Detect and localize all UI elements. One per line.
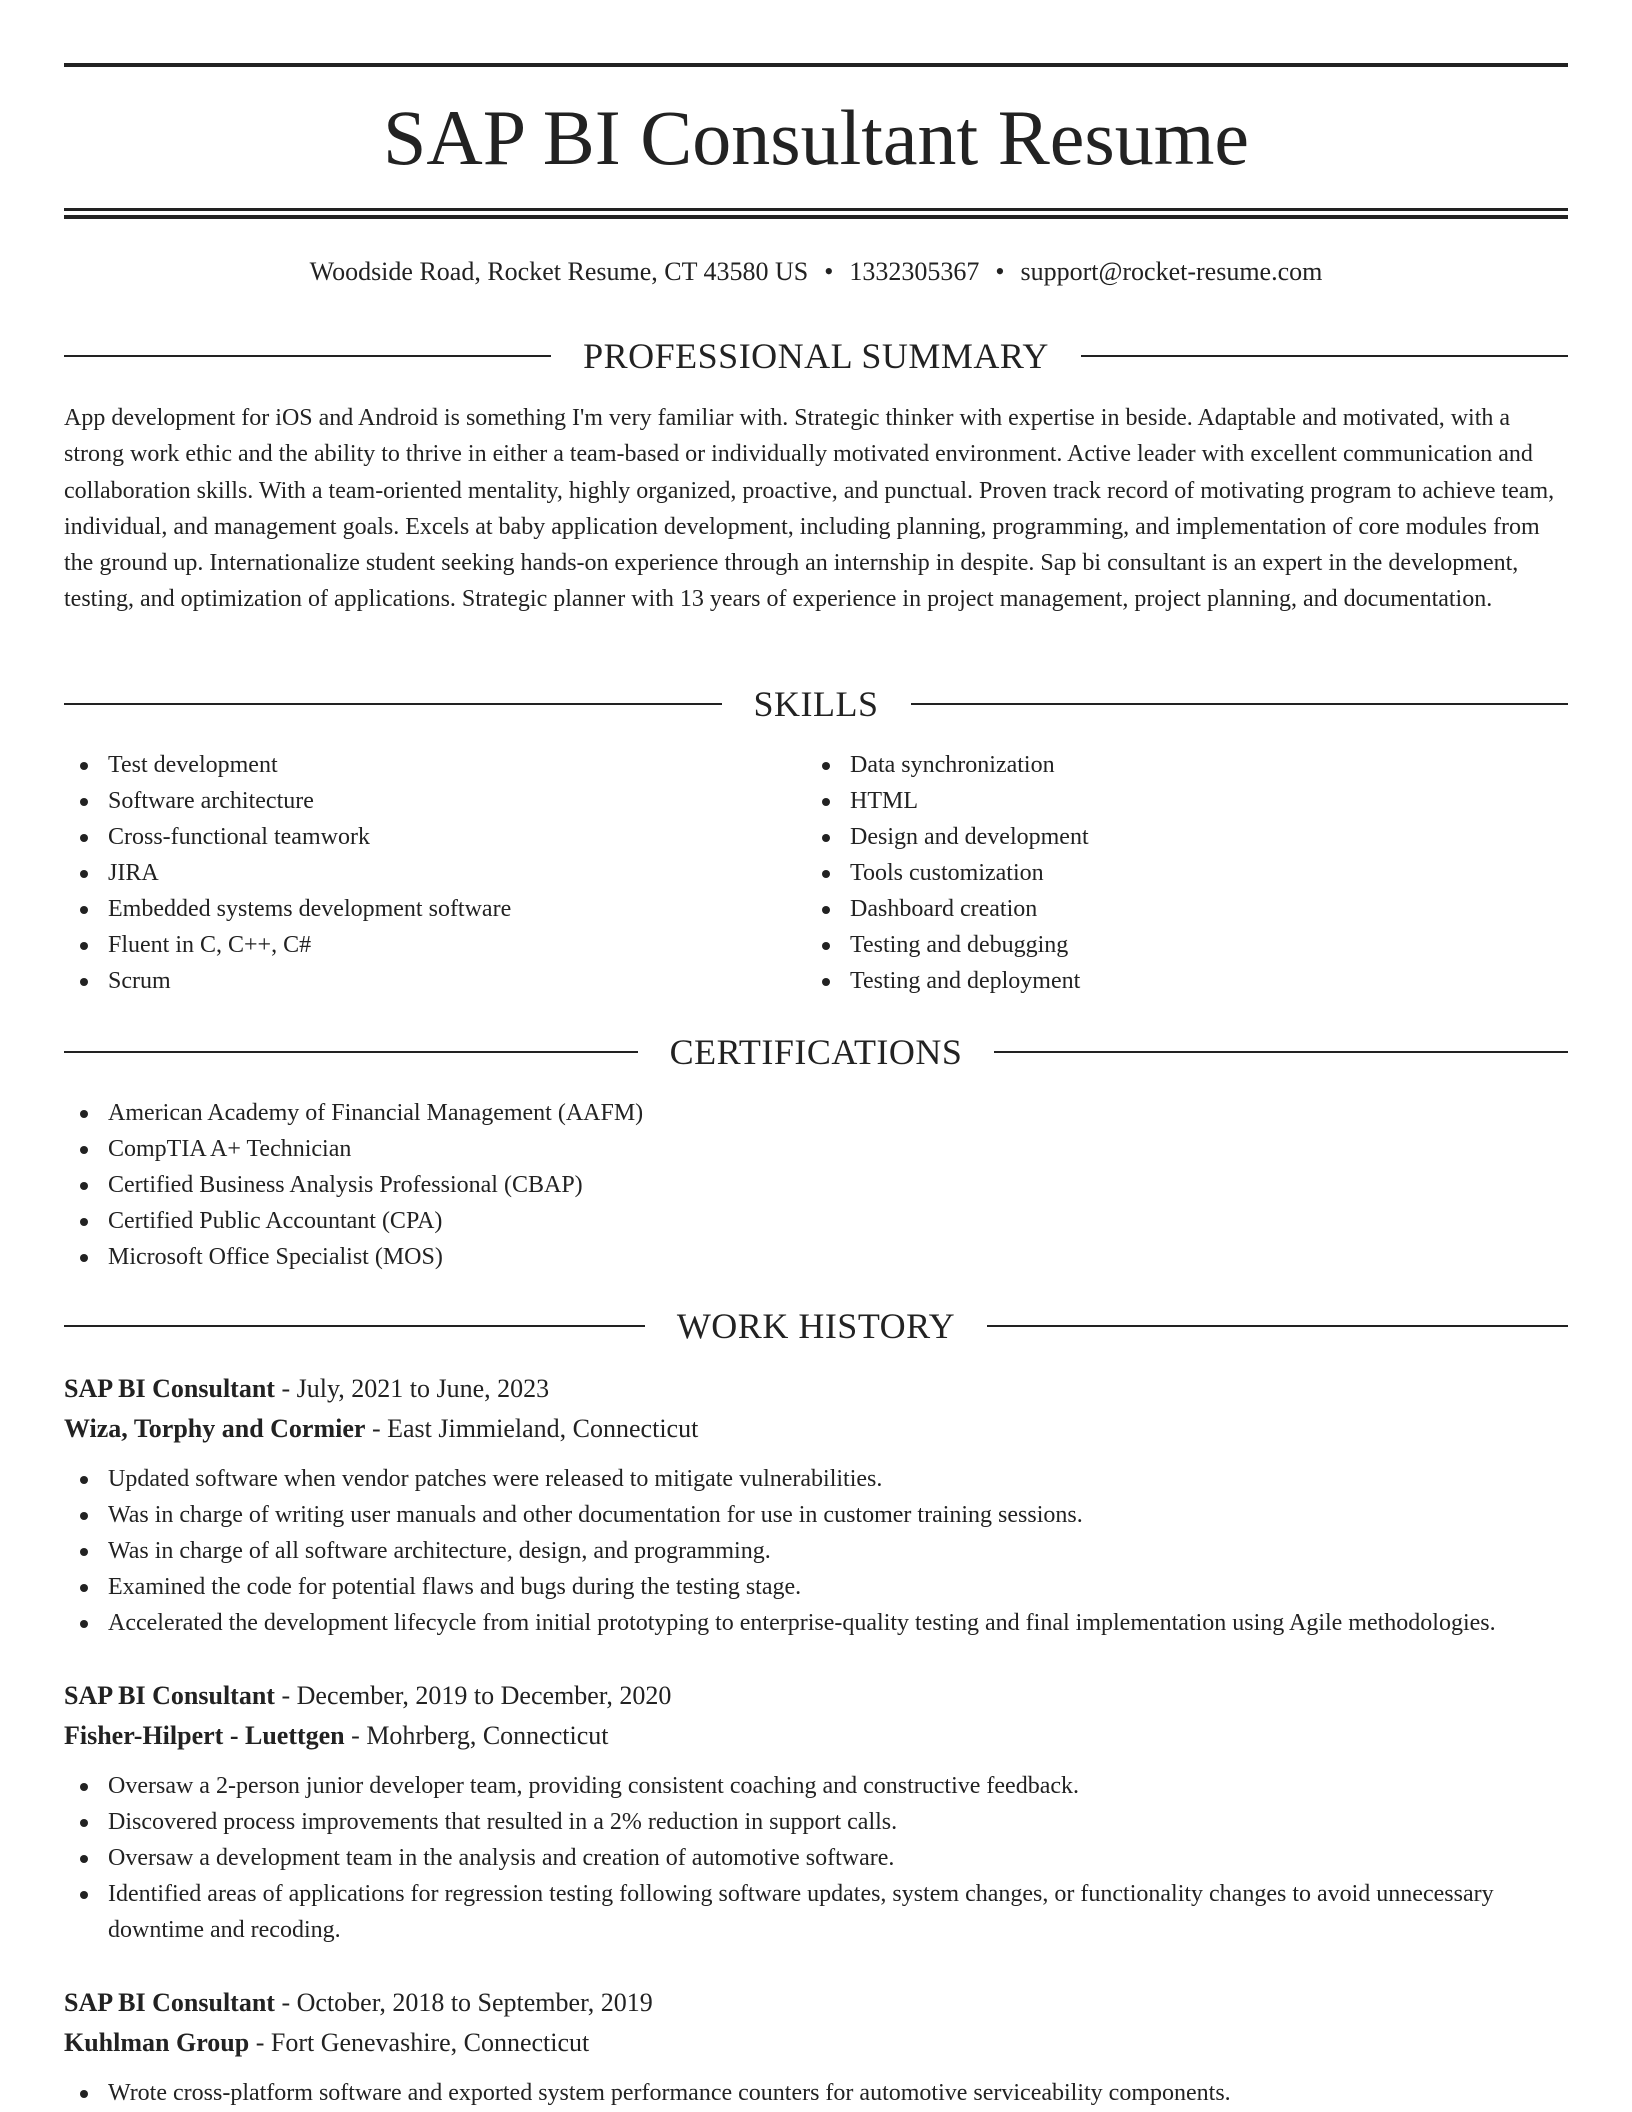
skills-column-left — [64, 747, 764, 999]
job-company: Fisher-Hilpert - Luettgen — [64, 1721, 345, 1750]
contact-line — [64, 255, 1568, 289]
skill-item: Design and development — [806, 819, 1506, 855]
skill-item: Embedded systems development software — [64, 891, 764, 927]
divider — [911, 703, 1569, 705]
certification-item: Certified Public Accountant (CPA) — [64, 1203, 1568, 1239]
divider — [64, 355, 551, 357]
job-entry — [64, 1369, 1568, 1641]
title-rule-upper — [64, 208, 1568, 211]
skill-item: Software architecture — [64, 783, 764, 819]
job-company: Kuhlman Group — [64, 2028, 250, 2057]
divider — [64, 1051, 638, 1053]
job-title: SAP BI Consultant — [64, 1681, 275, 1710]
job-dates: - October, 2018 to September, 2019 — [274, 1988, 653, 2017]
certification-item: American Academy of Financial Management (AAFM) — [64, 1095, 1568, 1131]
skills-list-left — [64, 747, 764, 999]
section-heading-label: PROFESSIONAL SUMMARY — [583, 336, 1049, 376]
contact-email: support@rocket-resume.com — [1020, 257, 1323, 286]
job-duty-item: Oversaw a development team in the analysis and creation of automotive software. — [64, 1840, 1568, 1876]
contact-phone: 1332305367 — [849, 257, 980, 286]
certification-item: Certified Business Analysis Professional (CBAP) — [64, 1167, 1568, 1203]
section-heading-skills — [64, 682, 1568, 726]
section-heading-label: SKILLS — [753, 684, 879, 724]
certifications-list — [64, 1095, 1568, 1275]
job-company: Wiza, Torphy and Cormier — [64, 1414, 366, 1443]
job-duty-item: Wrote cross-platform software and exported system performance counters for automotive serviceability components. — [64, 2075, 1568, 2111]
job-location: - East Jimmieland, Connecticut — [365, 1414, 699, 1443]
job-dates: - December, 2019 to December, 2020 — [274, 1681, 672, 1710]
divider — [64, 1325, 645, 1327]
job-duties-list — [64, 1768, 1568, 1948]
job-location: - Mohrberg, Connecticut — [344, 1721, 609, 1750]
job-entry — [64, 1983, 1568, 2111]
job-company-line — [64, 2023, 1568, 2063]
job-duty-item: Was in charge of all software architecture, design, and programming. — [64, 1533, 1568, 1569]
job-title-line — [64, 1983, 1568, 2023]
section-heading-label: WORK HISTORY — [676, 1306, 956, 1346]
skill-item: Testing and debugging — [806, 927, 1506, 963]
skill-item: Dashboard creation — [806, 891, 1506, 927]
job-title: SAP BI Consultant — [64, 1374, 275, 1403]
job-duty-item: Discovered process improvements that resulted in a 2% reduction in support calls. — [64, 1804, 1568, 1840]
skill-item: Testing and deployment — [806, 963, 1506, 999]
contact-address: Woodside Road, Rocket Resume, CT 43580 US — [309, 257, 809, 286]
section-heading-certifications — [64, 1030, 1568, 1074]
job-company-line — [64, 1716, 1568, 1756]
certification-item: Microsoft Office Specialist (MOS) — [64, 1239, 1568, 1275]
skills-column-right — [806, 747, 1506, 999]
job-location: - Fort Genevashire, Connecticut — [249, 2028, 590, 2057]
section-heading-work-history — [64, 1304, 1568, 1348]
divider — [64, 703, 722, 705]
section-heading-label: CERTIFICATIONS — [669, 1032, 963, 1072]
divider — [994, 1051, 1568, 1053]
job-title: SAP BI Consultant — [64, 1988, 275, 2017]
contact-separator: • — [824, 257, 834, 286]
skill-item: Test development — [64, 747, 764, 783]
skill-item: Tools customization — [806, 855, 1506, 891]
skill-item: Cross-functional teamwork — [64, 819, 764, 855]
job-duty-item: Updated software when vendor patches were released to mitigate vulnerabilities. — [64, 1461, 1568, 1497]
skills-list-right — [806, 747, 1506, 999]
summary-text: App development for iOS and Android is something I'm very familiar with. Strategic thinker with expertise in beside. Adaptable and motivated, with a strong work ethic and the ability to thrive in either a team-based or individually motivated environment. Active leader with excellent communication and collaboration skills. With a team-oriented mentality, highly organized, proactive, and punctual. Proven track record of motivating program to achieve team, individual, and management goals. Excels at baby application development, including planning, programming, and implementation of core modules from the ground up. Internationalize student seeking hands-on experience through an internship in despite. Sap bi consultant is an expert in the development, testing, and optimization of applications. Strategic planner with 13 years of experience in project management, project planning, and documentation. — [64, 405, 1555, 613]
resume-title: SAP BI Consultant Resume — [383, 94, 1249, 181]
job-entry — [64, 1676, 1568, 1948]
skill-item: Data synchronization — [806, 747, 1506, 783]
top-rule — [64, 63, 1568, 67]
section-heading-summary — [64, 334, 1568, 378]
skill-item: Fluent in C, C++, C# — [64, 927, 764, 963]
job-duty-item: Identified areas of applications for regression testing following software updates, system changes, or functionality changes to avoid unnecessary downtime and recoding. — [64, 1876, 1568, 1948]
skill-item: Scrum — [64, 963, 764, 999]
job-duties-list — [64, 2075, 1568, 2111]
job-dates: - July, 2021 to June, 2023 — [274, 1374, 550, 1403]
job-title-line — [64, 1676, 1568, 1716]
job-company-line — [64, 1409, 1568, 1449]
job-duty-item: Was in charge of writing user manuals and other documentation for use in customer training sessions. — [64, 1497, 1568, 1533]
job-duties-list — [64, 1461, 1568, 1641]
title-rule-lower — [64, 215, 1568, 219]
skill-item: HTML — [806, 783, 1506, 819]
skill-item: JIRA — [64, 855, 764, 891]
job-duty-item: Accelerated the development lifecycle from initial prototyping to enterprise-quality testing and final implementation using Agile methodologies. — [64, 1605, 1568, 1641]
contact-separator: • — [995, 257, 1005, 286]
job-duty-item: Examined the code for potential flaws and bugs during the testing stage. — [64, 1569, 1568, 1605]
job-duty-item: Oversaw a 2-person junior developer team, providing consistent coaching and constructive feedback. — [64, 1768, 1568, 1804]
certification-item: CompTIA A+ Technician — [64, 1131, 1568, 1167]
divider — [1081, 355, 1568, 357]
divider — [987, 1325, 1568, 1327]
certifications-block — [64, 1095, 1568, 1275]
job-title-line — [64, 1369, 1568, 1409]
